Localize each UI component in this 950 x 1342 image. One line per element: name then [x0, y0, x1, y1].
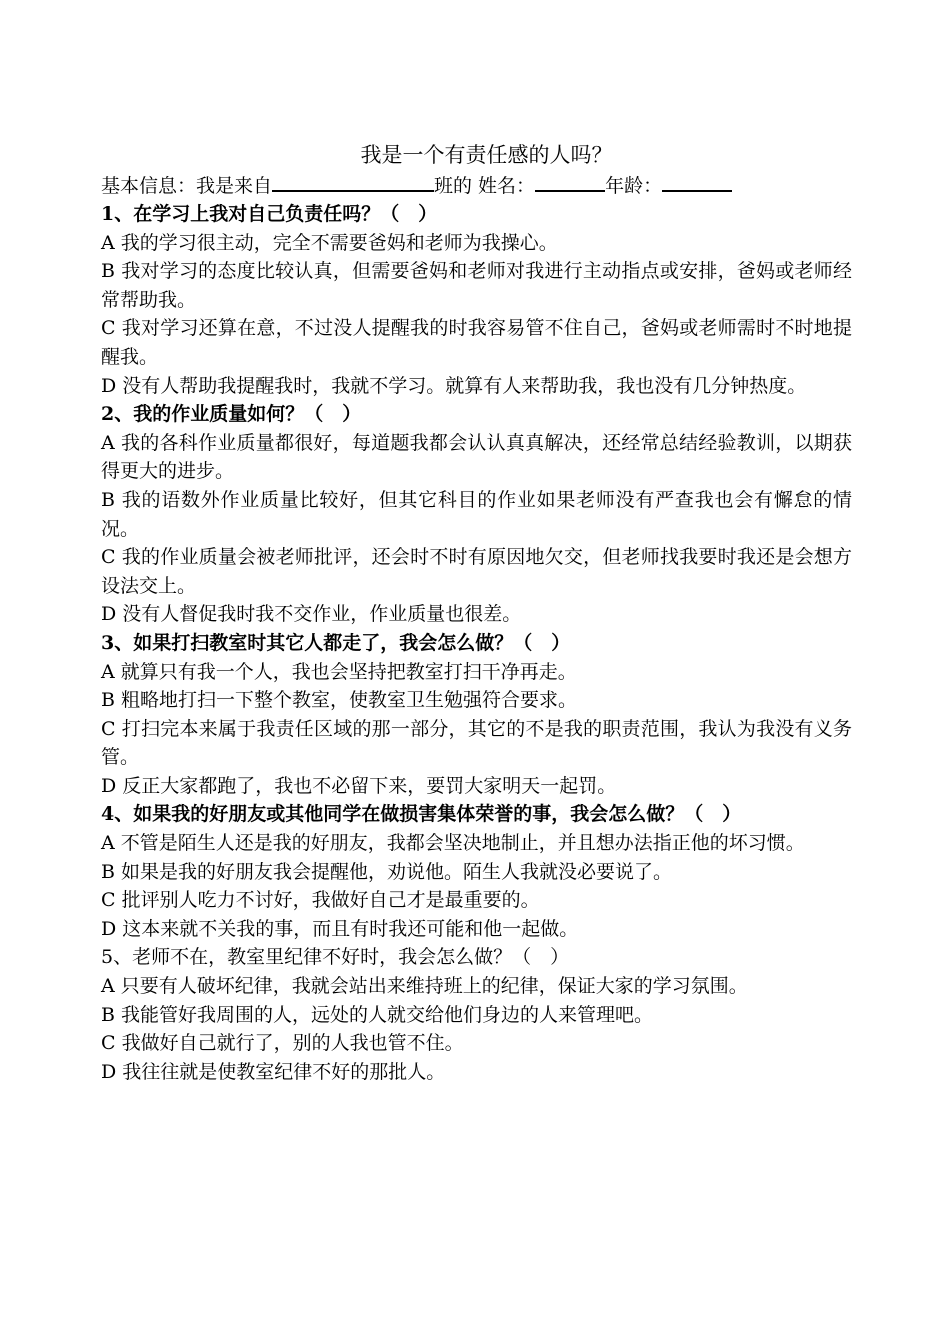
- answer-option: C 批评别人吃力不讨好，我做好自己才是最重要的。: [101, 889, 540, 912]
- answer-option: C 打扫完本来属于我责任区域的那一部分，其它的不是我的职责范围，我认为我没有义务管。: [101, 717, 852, 769]
- answer-option: A 只要有人破坏纪律，我就会站出来维持班上的纪律，保证大家的学习氛围。: [101, 975, 748, 998]
- answer-option: D 没有人帮助我提醒我时，我就不学习。就算有人来帮助我，我也没有几分钟热度。: [101, 374, 807, 397]
- answer-option: C 我对学习还算在意，不过没人提醒我的时我容易管不住自己，爸妈或老师需时不时地提醒我。: [101, 317, 852, 368]
- info-prefix: 基本信息：我是来自: [101, 175, 273, 197]
- answer-option: A 我的学习很主动，完全不需要爸妈和老师为我操心。: [101, 231, 558, 254]
- answer-option: B 我能管好我周围的人，远处的人就交给他们身边的人来管理吧。: [101, 1003, 654, 1026]
- question-block: [101, 943, 852, 1086]
- question-title: 4、如果我的好朋友或其他同学在做损害集体荣誉的事，我会怎么做？（ ）: [101, 803, 742, 826]
- question-block: [101, 800, 852, 943]
- info-age-label: 年龄：: [605, 175, 663, 197]
- question-block: [101, 400, 852, 629]
- basic-info-line: [101, 170, 852, 200]
- question-title: 5、老师不在，教室里纪律不好时，我会怎么做？（ ）: [101, 946, 570, 969]
- page-title: 我是一个有责任感的人吗？: [360, 143, 613, 167]
- class-blank-field[interactable]: [272, 170, 434, 192]
- answer-option: D 这本来就不关我的事，而且有时我还可能和他一起做。: [101, 917, 579, 940]
- answer-option: C 我的作业质量会被老师批评，还会时不时有原因地欠交，但老师找我要时我还是会想方设法交上。: [101, 546, 852, 597]
- answer-option: D 反正大家都跑了，我也不必留下来，要罚大家明天一起罚。: [101, 774, 617, 797]
- question-block: [101, 629, 852, 801]
- age-blank-field[interactable]: [662, 170, 732, 192]
- answer-option: B 我的语数外作业质量比较好，但其它科目的作业如果老师没有严查我也会有懈怠的情况。: [101, 488, 852, 540]
- answer-option: A 就算只有我一个人，我也会坚持把教室打扫干净再走。: [101, 660, 577, 683]
- answer-option: C 我做好自己就行了，别的人我也管不住。: [101, 1032, 464, 1055]
- question-title: 1、在学习上我对自己负责任吗？（ ）: [101, 203, 438, 225]
- answer-option: B 我对学习的态度比较认真，但需要爸妈和老师对我进行主动指点或安排，爸妈或老师经常帮助我。: [101, 260, 852, 311]
- answer-option: D 我往往就是使教室纪律不好的那批人。: [101, 1060, 446, 1083]
- question-block: [101, 200, 852, 400]
- answer-option: B 粗略地打扫一下整个教室，使教室卫生勉强符合要求。: [101, 689, 578, 712]
- question-title: 2、我的作业质量如何？（ ）: [101, 403, 362, 426]
- question-list: [101, 200, 852, 1086]
- answer-option: D 没有人督促我时我不交作业，作业质量也很差。: [101, 603, 522, 626]
- answer-option: A 不管是陌生人还是我的好朋友，我都会坚决地制止，并且想办法指正他的坏习惯。: [101, 832, 805, 855]
- name-blank-field[interactable]: [535, 170, 605, 192]
- question-title: 3、如果打扫教室时其它人都走了，我会怎么做？（ ）: [101, 631, 571, 654]
- answer-option: B 如果是我的好朋友我会提醒他，劝说他。陌生人我就没必要说了。: [101, 860, 673, 883]
- info-class-suffix: 班的 姓名：: [434, 175, 536, 197]
- answer-option: A 我的各科作业质量都很好，每道题我都会认认真真解决，还经常总结经验教训，以期获得更大的进步。: [101, 431, 852, 483]
